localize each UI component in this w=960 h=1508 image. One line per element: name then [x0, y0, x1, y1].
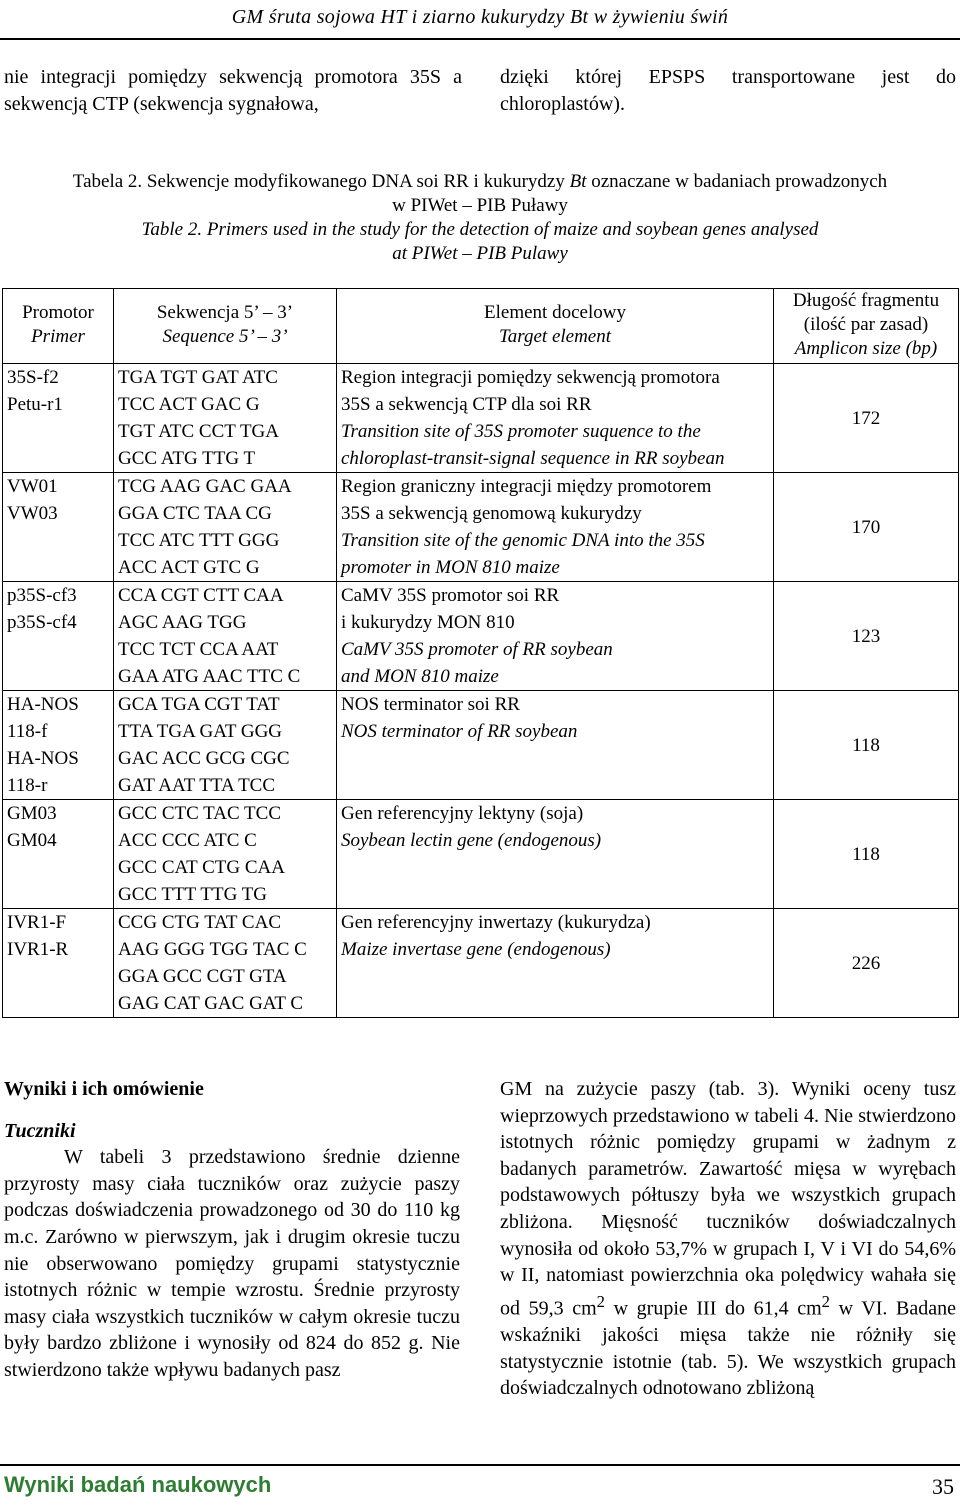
header-primer-en: Primer	[31, 326, 85, 347]
target-pl-line: Gen referencyjny inwertazy (kukurydza)	[341, 912, 651, 933]
primers-table	[2, 288, 959, 1018]
size-cell: 170	[774, 473, 959, 582]
sequence-line: GCC CTC TAC TCC	[118, 803, 282, 824]
results-right-paragraph	[500, 1076, 956, 1402]
sequence-line: GGA CTC TAA CG	[118, 503, 272, 524]
primer-cell	[3, 909, 114, 1018]
sequence-line: AAG GGG TGG TAC C	[118, 939, 307, 960]
primer-cell	[3, 364, 114, 473]
target-cell	[337, 800, 774, 909]
sequence-cell	[114, 582, 337, 691]
primer-name: IVR1-F	[7, 912, 67, 933]
target-en-line: chloroplast-transit-signal sequence in RR soybean	[341, 448, 725, 469]
header-size	[774, 289, 959, 364]
intro-right-text: dzięki której EPSPS transportowane jest do chloroplastów).	[500, 66, 956, 115]
size-cell: 123	[774, 582, 959, 691]
target-en-line: Soybean lectin gene (endogenous)	[341, 830, 602, 851]
sequence-line: GGA GCC CGT GTA	[118, 966, 287, 987]
primer-name: Petu-r1	[7, 394, 63, 415]
sequence-line: GCC CAT CTG CAA	[118, 857, 285, 878]
running-header: GM śruta sojowa HT i ziarno kukurydzy Bt w żywieniu świń	[231, 6, 729, 28]
primer-name: 118-f	[7, 721, 48, 742]
primer-name: p35S-cf3	[7, 585, 77, 606]
target-pl-line: 35S a sekwencją CTP dla soi RR	[341, 394, 592, 415]
intro-left-column	[4, 64, 462, 118]
sequence-line: GAT AAT TTA TCC	[118, 775, 276, 796]
sequence-line: ACC CCC ATC C	[118, 830, 257, 851]
primer-cell	[3, 582, 114, 691]
size-cell: 226	[774, 909, 959, 1018]
sequence-line: CCG CTG TAT CAC	[118, 912, 282, 933]
header-primer-pl: Promotor	[22, 302, 94, 323]
right-text-part3: w VI. Badane wskaźniki jakości mięsa także nie różniły się statystycznie istotnie (tab. 5). We wszystkich grupach doświadczalnych odnotowano zbliżoną	[500, 1297, 957, 1400]
primer-name: GM04	[7, 830, 57, 851]
results-subheading: Tuczniki	[4, 1119, 76, 1142]
primer-name: 118-r	[7, 775, 48, 796]
header-primer	[3, 289, 114, 364]
size-cell: 172	[774, 364, 959, 473]
page-number: 35	[932, 1474, 954, 1499]
caption-pl-part3: w PIWet – PIB Puławy	[392, 195, 568, 216]
sequence-cell	[114, 800, 337, 909]
sequence-line: GCA TGA CGT TAT	[118, 694, 280, 715]
sequence-line: GAC ACC GCG CGC	[118, 748, 290, 769]
right-text-part2: w grupie III do 61,4 cm	[605, 1297, 822, 1320]
sequence-cell	[114, 364, 337, 473]
primer-name: VW01	[7, 476, 58, 497]
intro-right-column	[500, 64, 956, 118]
footer-rule	[0, 1464, 960, 1466]
superscript-2: 2	[596, 1291, 605, 1311]
sequence-line: GAG CAT GAC GAT C	[118, 993, 304, 1014]
superscript-2: 2	[821, 1291, 830, 1311]
table-row	[3, 800, 959, 909]
results-right-column	[500, 1076, 956, 1402]
target-cell	[337, 691, 774, 800]
table-row	[3, 364, 959, 473]
size-cell: 118	[774, 691, 959, 800]
table-row	[3, 582, 959, 691]
sequence-line: TCC ACT GAC G	[118, 394, 260, 415]
target-pl-line: NOS terminator soi RR	[341, 694, 520, 715]
primer-name: HA-NOS	[7, 694, 79, 715]
primer-cell	[3, 691, 114, 800]
results-left-column	[4, 1076, 460, 1384]
sequence-line: CCA CGT CTT CAA	[118, 585, 284, 606]
target-en-line: NOS terminator of RR soybean	[341, 721, 578, 742]
target-cell	[337, 582, 774, 691]
header-target-pl: Element docelowy	[484, 302, 626, 323]
caption-pl-part2: oznaczane w badaniach prowadzonych	[586, 171, 888, 192]
target-cell	[337, 909, 774, 1018]
target-en-line: Transition site of 35S promoter suquence to the	[341, 421, 701, 442]
header-sequence-en: Sequence 5’ – 3’	[162, 326, 288, 347]
sequence-line: TGA TGT GAT ATC	[118, 367, 278, 388]
target-pl-line: Region graniczny integracji między promotorem	[341, 476, 712, 497]
sequence-cell	[114, 691, 337, 800]
target-pl-line: Region integracji pomiędzy sekwencją promotora	[341, 367, 720, 388]
table-row	[3, 691, 959, 800]
header-target	[337, 289, 774, 364]
primer-cell	[3, 800, 114, 909]
caption-pl-part1: Tabela 2. Sekwencje modyfikowanego DNA soi RR i kukurydzy	[72, 171, 570, 192]
right-text-part1: GM na zużycie paszy (tab. 3). Wyniki oceny tusz wieprzowych przedstawiono w tabeli 4. Nie stwierdzono istotnych różnic pomiędzy grupami w żadnym z badanych parametrów. Zawartość mięsa w wyrębach podstawowych półtuszy była we wszystkich grupach zbliżona. Mięsność tuczników doświadczalnych wynosiła od około 53,7% w grupach I, V i VI do 54,6% w II, natomiast powierzchnia oka polędwicy wahała się od 59,3 cm	[500, 1078, 956, 1320]
sequence-cell	[114, 473, 337, 582]
primer-name: IVR1-R	[7, 939, 69, 960]
target-pl-line: Gen referencyjny lektyny (soja)	[341, 803, 584, 824]
target-pl-line: 35S a sekwencją genomową kukurydzy	[341, 503, 642, 524]
size-cell: 118	[774, 800, 959, 909]
caption-pl-bt: Bt	[569, 171, 587, 192]
target-en-line: Maize invertase gene (endogenous)	[341, 939, 611, 960]
sequence-line: TGT ATC CCT TGA	[118, 421, 279, 442]
primer-cell	[3, 473, 114, 582]
sequence-line: TCC ATC TTT GGG	[118, 530, 280, 551]
table-row	[3, 473, 959, 582]
header-size-pl-1: Długość fragmentu	[792, 290, 940, 311]
header-sequence-pl: Sekwencja 5’ – 3’	[156, 302, 294, 323]
caption-en-part2: at PIWet – PIB Pulawy	[392, 243, 568, 264]
primer-name: HA-NOS	[7, 748, 79, 769]
target-pl-line: i kukurydzy MON 810	[341, 612, 515, 633]
sequence-cell	[114, 909, 337, 1018]
target-en-line: and MON 810 maize	[341, 666, 499, 687]
target-en-line: Transition site of the genomic DNA into the 35S	[341, 530, 705, 551]
table-header-row	[3, 289, 959, 364]
primer-name: VW03	[7, 503, 58, 524]
target-en-line: CaMV 35S promoter of RR soybean	[341, 639, 613, 660]
header-size-en: Amplicon size (bp)	[794, 338, 938, 359]
table-caption-en	[0, 218, 960, 266]
header-size-pl-2: (ilość par zasad)	[803, 314, 929, 335]
sequence-line: AGC AAG TGG	[118, 612, 247, 633]
table-row	[3, 909, 959, 1018]
sequence-line: GCC ATG TTG T	[118, 448, 256, 469]
caption-en-part1: Table 2. Primers used in the study for the detection of maize and soybean genes analysed	[141, 219, 819, 240]
results-heading: Wyniki i ich omówienie	[4, 1078, 204, 1100]
target-cell	[337, 364, 774, 473]
target-pl-line: CaMV 35S promotor soi RR	[341, 585, 560, 606]
header-target-en: Target element	[498, 326, 612, 347]
primer-name: p35S-cf4	[7, 612, 77, 633]
intro-left-text: nie integracji pomiędzy sekwencją promotora 35S a sekwencją CTP (sekwencja sygnałowa,	[4, 66, 462, 115]
header-sequence	[114, 289, 337, 364]
sequence-line: ACC ACT GTC G	[118, 557, 260, 578]
sequence-line: TCC TCT CCA AAT	[118, 639, 279, 660]
sequence-line: GAA ATG AAC TTC C	[118, 666, 301, 687]
primer-name: GM03	[7, 803, 57, 824]
header-rule	[0, 38, 960, 40]
sequence-line: GCC TTT TTG TG	[118, 884, 268, 905]
sequence-line: TCG AAG GAC GAA	[118, 476, 292, 497]
results-left-paragraph: W tabeli 3 przedstawiono średnie dzienne przyrosty masy ciała tuczników oraz zużycie paszy podczas doświadczenia prowadzonego od 30 do 110 kg m.c. Zarówno w pierwszym, jak i drugim okresie tuczu nie obserwowano pomiędzy grupami statystycznie istotnych różnic w tempie wzrostu. Średnie przyrosty masy ciała wszystkich tuczników w całym okresie tuczu były bardzo zbliżone i wynosiły od 824 do 852 g. Nie stwierdzono także wpływu badanych pasz	[4, 1146, 460, 1381]
footer-section-label: Wyniki badań naukowych	[4, 1472, 272, 1497]
table-caption-pl	[0, 170, 960, 218]
target-en-line: promoter in MON 810 maize	[341, 557, 560, 578]
primer-name: 35S-f2	[7, 367, 59, 388]
sequence-line: TTA TGA GAT GGG	[118, 721, 283, 742]
target-cell	[337, 473, 774, 582]
